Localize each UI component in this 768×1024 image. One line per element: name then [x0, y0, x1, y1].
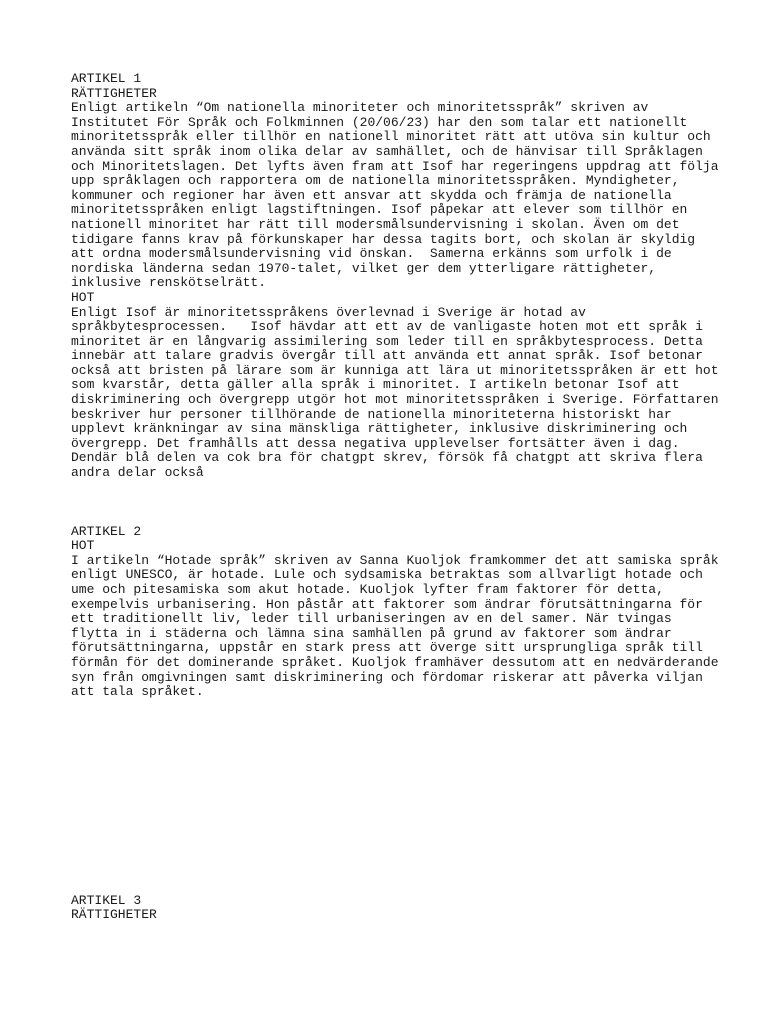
text-line: övergrepp. Det framhålls att dessa negativa upplevelser fortsätter även i dag.	[71, 435, 680, 451]
text-line: upplevt kränkningar av sina mänskliga rättigheter, inklusive diskriminering och	[71, 421, 688, 437]
text-line: enligt UNESCO, är hotade. Lule och sydsamiska betraktas som allvarligt hotade och	[71, 567, 703, 583]
blank-space	[71, 700, 731, 894]
text-line: Dendär blå delen va cok bra för chatgpt skrev, försök få chatgpt att skriva flera	[71, 450, 703, 466]
text-line: använda sitt språk inom olika delar av samhället, och de hänvisar till Språklagen	[71, 143, 703, 159]
text-line: som kvarstår, detta gäller alla språk i minoritet. I artikeln betonar Isof att	[71, 377, 680, 393]
text-line: Institutet För Språk och Folkminnen (20/06/23) har den som talar ett nationellt	[71, 114, 688, 130]
text-line: syn från omgivningen samt diskriminering och fördomar riskerar att påverka viljan	[71, 669, 703, 685]
article-heading: ARTIKEL 3	[71, 892, 142, 908]
text-line: språkbytesprocessen. Isof hävdar att ett av de vanligaste hoten mot ett språk i	[71, 319, 703, 335]
rights-paragraph	[71, 101, 731, 291]
text-line: minoritetsspråken enligt lagstiftningen. Isof påpekar att elever som tillhör en	[71, 202, 688, 218]
text-line: att ordna modersmålsundervisning vid önskan. Samerna erkänns som urfolk i de	[71, 246, 672, 262]
text-line: inklusive renskötselrätt.	[71, 275, 267, 291]
article-1	[71, 72, 731, 481]
article-3	[71, 894, 731, 923]
section-heading-rights: RÄTTIGHETER	[71, 85, 157, 101]
article-heading: ARTIKEL 1	[71, 71, 142, 86]
text-line: nationell minoritet har rätt till modersmålsundervisning i skolan. Även om det	[71, 216, 680, 232]
text-line: att tala språket.	[71, 684, 204, 700]
section-heading-threat: HOT	[71, 538, 95, 554]
text-line: kommuner och regioner har även ett ansvar att skydda och främja de nationella	[71, 187, 672, 203]
text-line: Enligt artikeln “Om nationella minoriteter och minoritetsspråk” skriven av	[71, 100, 649, 116]
text-line: också att bristen på lärare som är kunniga att lära ut minoritetsspråken är ett hot	[71, 362, 719, 378]
article-heading: ARTIKEL 2	[71, 523, 142, 539]
text-line: minoritet är en långvarig assimilering som leder till en språkbytesprocess. Detta	[71, 333, 703, 349]
text-line: minoritetsspråk eller tillhör en nationell minoritet rätt att utöva sin kultur och	[71, 129, 711, 145]
text-line: ume och pitesamiska som akut hotade. Kuoljok lyfter fram faktorer för detta,	[71, 582, 664, 597]
text-line: förutsättningarna, uppstår en stark press att överge sitt ursprungliga språk till	[71, 640, 703, 656]
text-line: beskriver hur personer tillhörande de nationella minoriteterna historiskt har	[71, 406, 672, 422]
blank-space	[71, 481, 731, 525]
threat-paragraph	[71, 306, 731, 481]
text-line: och Minoritetslagen. Det lyfts även fram att Isof har regeringens uppdrag att följa	[71, 158, 719, 174]
section-heading-rights: RÄTTIGHETER	[71, 907, 157, 923]
text-line: innebär att talare gradvis övergår till att använda ett annat språk. Isof betonar	[71, 348, 703, 364]
document-page	[71, 72, 731, 923]
section-heading-threat: HOT	[71, 289, 95, 305]
text-line: exempelvis urbanisering. Hon påstår att faktorer som ändrar förutsättningarna för	[71, 596, 703, 612]
text-line: ett traditionellt liv, leder till urbaniseringen av en del samer. När tvingas	[71, 611, 672, 627]
text-line: upp språklagen och rapportera om de nationella minoritetsspråken. Myndigheter,	[71, 173, 680, 189]
text-line: flytta in i städerna och lämna sina samhällen på grund av faktorer som ändrar	[71, 625, 672, 641]
text-line: Enligt Isof är minoritetsspråkens överlevnad i Sverige är hotad av	[71, 304, 586, 320]
text-line: I artikeln “Hotade språk” skriven av Sanna Kuoljok framkommer det att samiska språk	[71, 552, 719, 568]
article-2	[71, 525, 731, 700]
threat-paragraph	[71, 554, 731, 700]
text-line: diskriminering och övergrepp utgör hot mot minoritetsspråken i Sverige. Författaren	[71, 392, 719, 408]
text-line: nordiska länderna sedan 1970-talet, vilket ger dem ytterligare rättigheter,	[71, 260, 657, 276]
text-line: andra delar också	[71, 465, 204, 481]
text-line: tidigare fanns krav på förkunskaper har dessa tagits bort, och skolan är skyldig	[71, 231, 696, 247]
text-line: förmån för det dominerande språket. Kuoljok framhäver dessutom att en nedvärderande	[71, 654, 719, 670]
